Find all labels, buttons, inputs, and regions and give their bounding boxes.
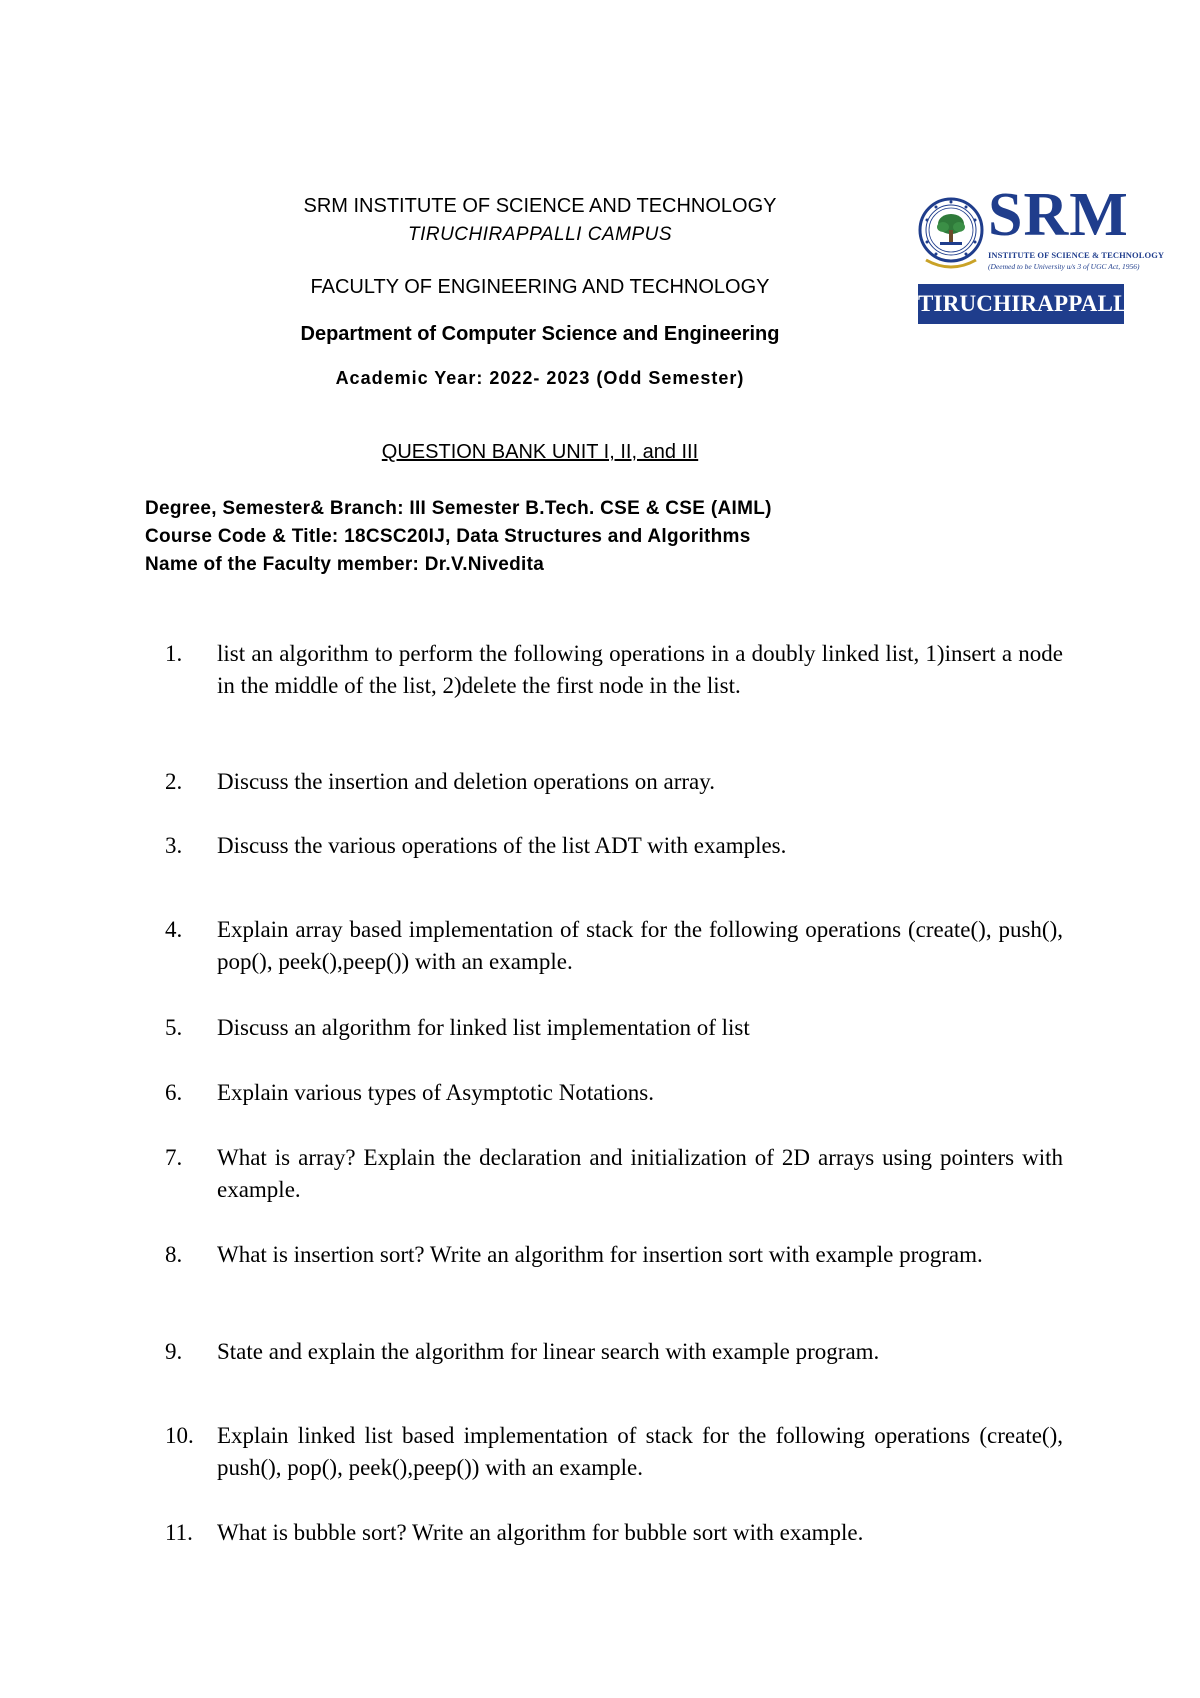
faculty-name: FACULTY OF ENGINEERING AND TECHNOLOGY [310, 276, 770, 298]
question-item [165, 1336, 1063, 1368]
question-number: 1. [165, 641, 183, 666]
question-number: 8. [165, 1242, 183, 1267]
institute-seal-icon [918, 190, 984, 276]
question-item [165, 1077, 1063, 1109]
institute-name: SRM INSTITUTE OF SCIENCE AND TECHNOLOGY [303, 195, 777, 217]
question-number: 2. [165, 769, 183, 794]
question-text: Explain various types of Asymptotic Notations. [217, 1080, 654, 1105]
question-number: 9. [165, 1339, 183, 1364]
question-item [165, 766, 1063, 798]
question-text: list an algorithm to perform the following operations in a doubly linked list, 1)insert a node in the middle of the list, 2)delete the first node in the list. [217, 641, 1063, 698]
degree-line: Degree, Semester& Branch: III Semester B.Tech. CSE & CSE (AIML) [145, 498, 772, 519]
question-item [165, 1420, 1063, 1484]
question-number: 10. [165, 1423, 194, 1448]
srm-logo [918, 181, 1165, 324]
question-text: Explain linked list based implementation of stack for the following operations (create(), push(), pop(), peek(),peep()) with an example. [217, 1423, 1063, 1480]
logo-campus-banner: TIRUCHIRAPPALLI [918, 284, 1124, 324]
question-number: 5. [165, 1015, 183, 1040]
question-text: Discuss the various operations of the list ADT with examples. [217, 833, 787, 858]
question-item [165, 1239, 1063, 1271]
question-text: What is bubble sort? Write an algorithm for bubble sort with example. [217, 1520, 864, 1545]
question-bank-title: QUESTION BANK UNIT I, II, and III [381, 441, 699, 463]
logo-tagline: (Deemed to be University u/s 3 of UGC Act, 1956) [988, 262, 1140, 271]
question-item [165, 1517, 1063, 1549]
question-text: Discuss the insertion and deletion operations on array. [217, 769, 715, 794]
course-line: Course Code & Title: 18CSC20IJ, Data Structures and Algorithms [145, 526, 751, 547]
question-text: Explain array based implementation of stack for the following operations (create(), push(), pop(), peek(),peep()) with an example. [217, 917, 1063, 974]
question-item [165, 1142, 1063, 1206]
logo-subtitle: INSTITUTE OF SCIENCE & TECHNOLOGY [988, 250, 1165, 260]
logo-wordmark: SRM [988, 181, 1129, 249]
question-text: Discuss an algorithm for linked list implementation of list [217, 1015, 750, 1040]
question-number: 11. [165, 1520, 193, 1545]
question-item [165, 638, 1063, 702]
question-number: 6. [165, 1080, 183, 1105]
question-item [165, 1012, 1063, 1044]
question-text: What is insertion sort? Write an algorithm for insertion sort with example program. [217, 1242, 983, 1267]
question-text: State and explain the algorithm for linear search with example program. [217, 1339, 880, 1364]
question-item [165, 914, 1063, 978]
question-number: 4. [165, 917, 183, 942]
question-number: 7. [165, 1145, 183, 1170]
faculty-member-line: Name of the Faculty member: Dr.V.Nivedita [145, 554, 545, 575]
question-item [165, 830, 1063, 862]
department-name: Department of Computer Science and Engineering [300, 323, 780, 345]
question-number: 3. [165, 833, 183, 858]
question-text: What is array? Explain the declaration and initialization of 2D arrays using pointers with example. [217, 1145, 1063, 1202]
academic-year: Academic Year: 2022- 2023 (Odd Semester) [335, 368, 745, 388]
campus-name: TIRUCHIRAPPALLI CAMPUS [407, 224, 673, 245]
